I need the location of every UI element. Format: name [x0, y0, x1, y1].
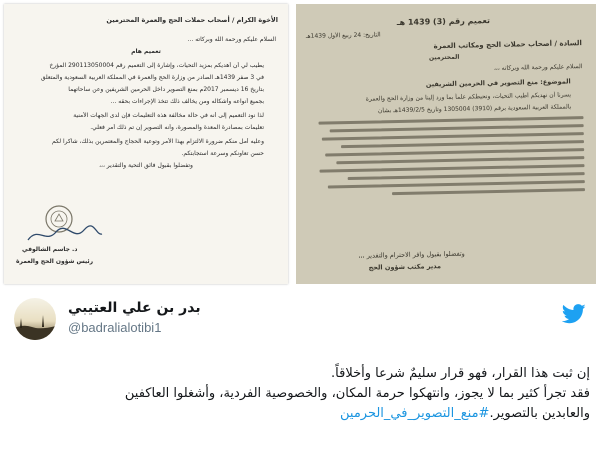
left-doc-signer-name: د. جاسم الشالوفي — [22, 246, 78, 253]
left-doc-line: تعليمات بمصادرة المعدة والمصورة، وأنه التصوير إن تم ذلك أمر فعلي. — [90, 124, 264, 131]
tweet-line-prefix: والعابدين بالتصوير. — [489, 406, 590, 421]
left-doc-line: يطيب لي أن أهديكم بمزيد التحيات، وإشارة إلى التعميم رقم 290113050004 المؤرخ — [49, 62, 264, 69]
right-doc-line: يسرنا أن نهديكم أطيب التحيات، ونحيطكم علماً بما ورد إلينا من وزارة الحج والعمرة — [365, 91, 572, 103]
avatar-image-icon — [14, 298, 56, 340]
tweet-header — [0, 296, 600, 340]
right-doc-text-block — [336, 156, 584, 164]
right-doc-text-block — [322, 132, 584, 140]
hashtag-link[interactable]: #منع_التصوير_في_الحرمين — [340, 406, 490, 421]
left-doc-header: الأخوة الكرام / أصحاب حملات الحج والعمرة المحترمين — [106, 16, 278, 24]
left-doc-signer-title: رئيس شؤون الحج والعمرة — [16, 258, 94, 265]
left-doc-line: لذا نود التعميم إلى أنه في حالة مخالفة هذه التعليمات فإن لدى الجهات الأمنية — [73, 112, 264, 119]
right-doc-text-block — [341, 140, 584, 148]
signature-icon — [24, 222, 104, 246]
right-document-image — [296, 4, 596, 284]
right-doc-closing: وتفضلوا بقبول وافر الاحترام والتقدير ،،، — [358, 249, 465, 260]
right-doc-line: بالمملكة العربية السعودية برقم (3910) 1305004 وتاريخ 1439/2/5هـ بشأن — [377, 103, 572, 115]
right-doc-subject: الموضوع: منع التصوير في الحرمين الشريفين — [425, 77, 571, 89]
tweet-line: فقد تجرأ كثير بما لا يجوز، وانتهكوا حرمة المكان، والخصوصية الفردية، وأشغلوا العاكفين — [124, 386, 590, 401]
tweet-line — [10, 404, 590, 424]
tweet-line: إن ثبت هذا القرار، فهو قرار سليمٌ شرعا وأخلاقاً. — [331, 366, 590, 381]
right-doc-date: التاريخ: 24 ربيع الأول 1439هـ — [305, 31, 381, 40]
left-doc-line: حسن تعاونكم وسرعة استجابتكم. — [181, 150, 264, 157]
twitter-bird-icon[interactable] — [562, 304, 586, 324]
right-doc-text-block — [392, 188, 585, 195]
right-doc-text-block — [325, 148, 584, 156]
left-doc-line: وعليه أمل منكم ضرورة الالتزام بهذا الأمر وتوعية الحجاج والمعتمرين بذلك، شاكراً لكم — [51, 138, 264, 145]
right-doc-text-block — [319, 116, 584, 125]
left-doc-line: في 3 صفر 1439هـ الصادر من وزارة الحج والعمرة في المملكة العربية السعودية والمتعلق — [40, 74, 264, 81]
left-document-image — [4, 4, 288, 284]
right-doc-text-block — [328, 180, 585, 188]
left-doc-closing: وتفضلوا بقبول فائق التحية والتقدير ،،، — [99, 162, 193, 169]
tweet-text — [10, 364, 590, 424]
right-doc-recipient: السادة / أصحاب حملات الحج ومكاتب العمرة — [433, 39, 583, 51]
right-doc-recipient-tag: المحترمين — [428, 53, 460, 62]
tweet-card — [0, 290, 600, 450]
right-doc-greeting: السلام عليكم ورحمة الله وبركاته ،،، — [493, 63, 583, 72]
avatar[interactable] — [14, 298, 56, 340]
right-doc-text-block — [347, 172, 584, 180]
author-handle[interactable]: @badralialotibi1 — [68, 320, 162, 335]
right-doc-text-block — [330, 124, 584, 132]
left-doc-line: بتاريخ 16 ديسمبر 2017م بمنع التصوير داخل الحرمين الشريفين وعن ساحاتهما — [68, 86, 264, 93]
author-name[interactable]: بدر بن علي العتيبي — [68, 300, 201, 316]
right-doc-title: تعميم رقم (3) 1439 هـ — [396, 16, 491, 28]
left-doc-line: بجميع أنواعه وأشكاله ومن يخالف ذلك تتخذ الإجراءات بحقه ... — [110, 98, 264, 105]
left-doc-greeting: السلام عليكم ورحمة الله وبركاته ... — [187, 36, 276, 43]
left-doc-subject: تعميم هام — [131, 48, 161, 55]
right-doc-text-block — [320, 164, 585, 173]
right-doc-signer: مدير مكتب شؤون الحج — [368, 262, 442, 272]
